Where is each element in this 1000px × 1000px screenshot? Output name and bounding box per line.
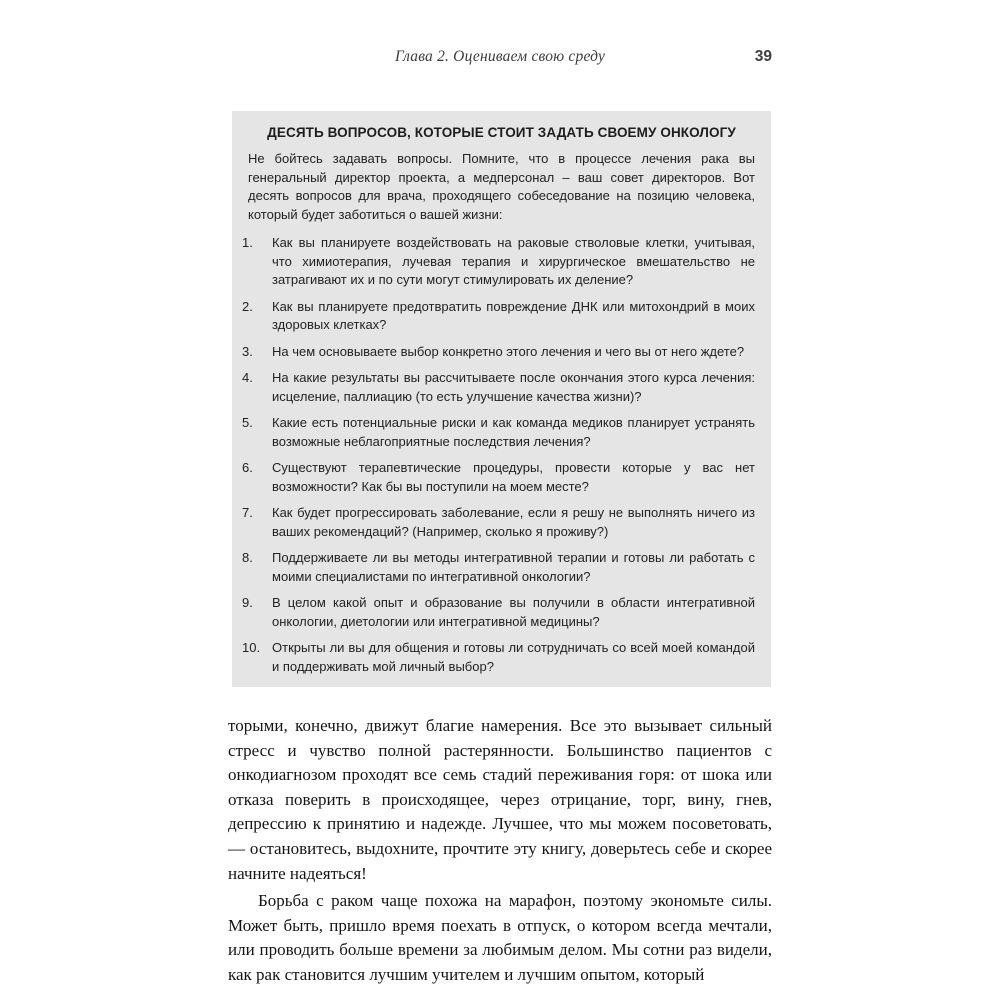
- chapter-title: Глава 2. Оцениваем свою среду: [394, 48, 606, 65]
- question-list: [242, 234, 755, 676]
- body-text: [228, 714, 772, 988]
- running-head: [228, 48, 772, 70]
- question-text: Поддерживаете ли вы методы интегративной терапии и готовы ли работать с моими специалистами по интегративной онкологии?: [272, 550, 755, 584]
- question-number: 9.: [242, 595, 253, 610]
- question-item: [242, 504, 755, 541]
- question-box: [232, 111, 771, 687]
- question-item: [242, 414, 755, 451]
- question-item: [242, 459, 755, 496]
- question-text: Как будет прогрессировать заболевание, если я решу не выполнять ничего из ваших рекомендаций? (Например, сколько я проживу?): [272, 505, 755, 539]
- question-text: Открыты ли вы для общения и готовы ли сотрудничать со всей моей командой и поддерживать мой личный выбор?: [272, 640, 755, 674]
- question-number: 3.: [242, 343, 253, 359]
- question-text: На какие результаты вы рассчитываете после окончания этого курса лечения: исцеление, паллиацию (то есть улучшение качества жизни)?: [272, 370, 755, 404]
- body-paragraph: торыми, конечно, движут благие намерения. Все это вызывает сильный стресс и чувство полной растерянности. Большинство пациентов с онкодиагнозом проходят все семь стадий переживания горя: от шока или отказа поверить в происходящее, через отрицание, торг, вину, гнев, депрессию к принятию и надежде. Лучшее, что мы можем посоветовать, — остановитесь, выдохните, прочтите эту книгу, доверьтесь себе и скорее начните надеяться!: [228, 716, 772, 883]
- question-number: 4.: [242, 370, 253, 385]
- question-number: 8.: [242, 550, 253, 565]
- question-number: 7.: [242, 505, 253, 520]
- question-item: [242, 639, 755, 676]
- question-box-title: ДЕСЯТЬ ВОПРОСОВ, КОТОРЫЕ СТОИТ ЗАДАТЬ СВОЕМУ ОНКОЛОГУ: [267, 125, 736, 140]
- question-text: На чем основываете выбор конкретно этого лечения и чего вы от него ждете?: [272, 343, 745, 359]
- question-item: [242, 369, 755, 406]
- page-number: 39: [754, 48, 772, 65]
- question-number: 6.: [242, 460, 253, 475]
- question-text: Какие есть потенциальные риски и как команда медиков планирует устранять возможные неблагоприятные последствия лечения?: [272, 415, 755, 449]
- question-item: [242, 343, 755, 362]
- question-number: 2.: [242, 298, 253, 314]
- question-item: [242, 594, 755, 631]
- question-item: [242, 234, 755, 290]
- question-number: 5.: [242, 415, 253, 430]
- question-box-intro: Не бойтесь задавать вопросы. Помните, что в процессе лечения рака вы генеральный директор проекта, а медперсонал – ваш совет директоров. Вот десять вопросов для врача, проходящего собеседование на позицию человека, который будет заботиться о вашей жизни:: [248, 151, 755, 222]
- question-number: 1.: [242, 235, 253, 250]
- question-number: 10.: [242, 640, 261, 655]
- question-text: Существуют терапевтические процедуры, провести которые у вас нет возможности? Как бы вы поступили на моем месте?: [272, 460, 755, 494]
- question-text: Как вы планируете предотвратить повреждение ДНК или митохондрий в моих здоровых клетках?: [272, 298, 755, 332]
- question-item: [242, 298, 755, 335]
- question-item: [242, 549, 755, 586]
- question-text: В целом какой опыт и образование вы получили в области интегративной онкологии, диетологии или интегративной медицины?: [272, 595, 755, 629]
- body-paragraph: Борьба с раком чаще похожа на марафон, поэтому экономьте силы. Может быть, пришло время поехать в отпуск, о котором всегда мечтали, или проводить больше времени за любимым делом. Мы сотни раз видели, как рак становится лучшим учителем и лучшим опытом, который: [228, 891, 772, 984]
- page-content: [228, 111, 772, 991]
- question-text: Как вы планируете воздействовать на раковые стволовые клетки, учитывая, что химиотерапия, лучевая терапия и хирургическое вмешательство не затрагивают их и по сути могут стимулировать их деление?: [272, 235, 755, 287]
